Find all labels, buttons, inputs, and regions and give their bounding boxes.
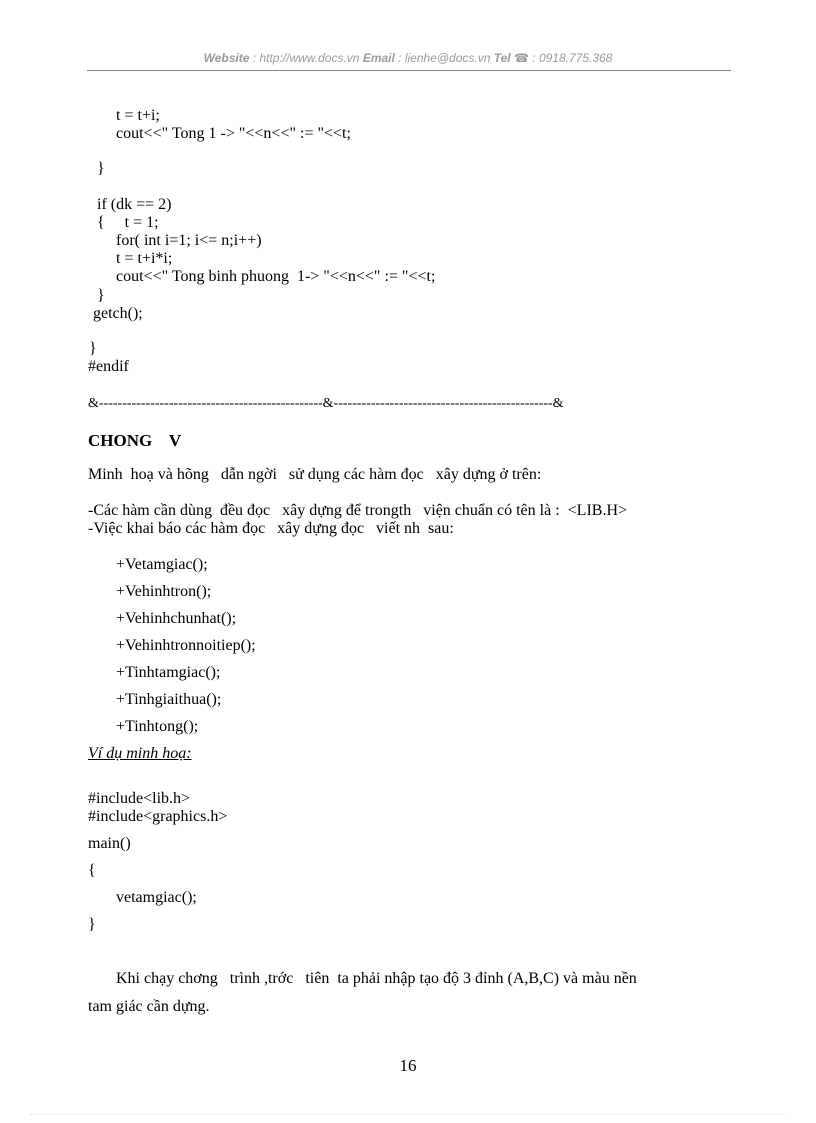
function-item: +Tinhgiaithua(); — [116, 691, 222, 708]
separator-line: &------------------------------------------------&-----------------------------------------------& — [88, 396, 564, 411]
website-label: Website — [203, 51, 250, 65]
chapter-title: CHONG V — [88, 431, 182, 450]
page-header — [0, 51, 816, 65]
email-value: : lienhe@docs.vn — [394, 51, 494, 65]
closing-text-line-1: Khi chạy chơng trình ,trớc tiên ta phải nhập tạo độ 3 đỉnh (A,B,C) và màu nền — [116, 970, 637, 987]
function-item: +Vehinhchunhat(); — [116, 610, 237, 627]
closing-text-line-2: tam giác cần dựng. — [88, 998, 210, 1015]
code-line: cout<<" Tong 1 -> "<<n<<" := "<<t; — [116, 125, 351, 142]
function-item: +Vehinhtronnoitiep(); — [116, 637, 256, 654]
code-line: #include<graphics.h> — [88, 808, 228, 825]
page-number: 16 — [399, 1056, 417, 1075]
function-item: +Tinhtong(); — [116, 718, 199, 735]
code-line: } — [89, 340, 97, 357]
code-line: #include<lib.h> — [88, 790, 191, 807]
example-title: Ví dụ minh hoạ: — [88, 745, 192, 762]
paragraph: -Các hàm cần dùng đều đọc xây dựng để trongth viện chuẩn có tên là : <LIB.H> — [88, 502, 628, 519]
function-item: +Vehinhtron(); — [116, 583, 212, 600]
code-line: { t = 1; — [97, 214, 159, 231]
code-line: vetamgiac(); — [116, 889, 197, 906]
intro-text: Minh hoạ và hõng dẫn ngời sử dụng các hàm đọc xây dựng ở trên: — [88, 466, 542, 483]
tel-label: Tel — [493, 51, 511, 65]
code-line: } — [97, 160, 105, 177]
code-line: } — [97, 287, 105, 304]
code-line: } — [88, 916, 96, 933]
code-line: cout<<" Tong binh phuong 1-> "<<n<<" := "<<t; — [116, 268, 436, 285]
function-item: +Vetamgiac(); — [116, 556, 208, 573]
tel-value: ☎ : 0918.775.368 — [510, 51, 613, 65]
code-line: getch(); — [93, 305, 143, 322]
email-label: Email — [362, 51, 395, 65]
code-line: if (dk == 2) — [97, 196, 172, 213]
website-value: : http://www.docs.vn — [249, 51, 363, 65]
paragraph: -Việc khai báo các hàm đọc xây dựng đọc viết nh sau: — [88, 520, 454, 537]
code-line: for( int i=1; i<= n;i++) — [116, 232, 262, 249]
footer-rule — [30, 1114, 786, 1115]
code-line: t = t+i; — [116, 107, 160, 124]
code-line: main() — [88, 835, 131, 852]
header-rule — [87, 70, 731, 71]
code-line: t = t+i*i; — [116, 250, 173, 267]
code-line: #endif — [88, 358, 129, 375]
code-line: { — [88, 862, 96, 879]
function-item: +Tinhtamgiac(); — [116, 664, 221, 681]
